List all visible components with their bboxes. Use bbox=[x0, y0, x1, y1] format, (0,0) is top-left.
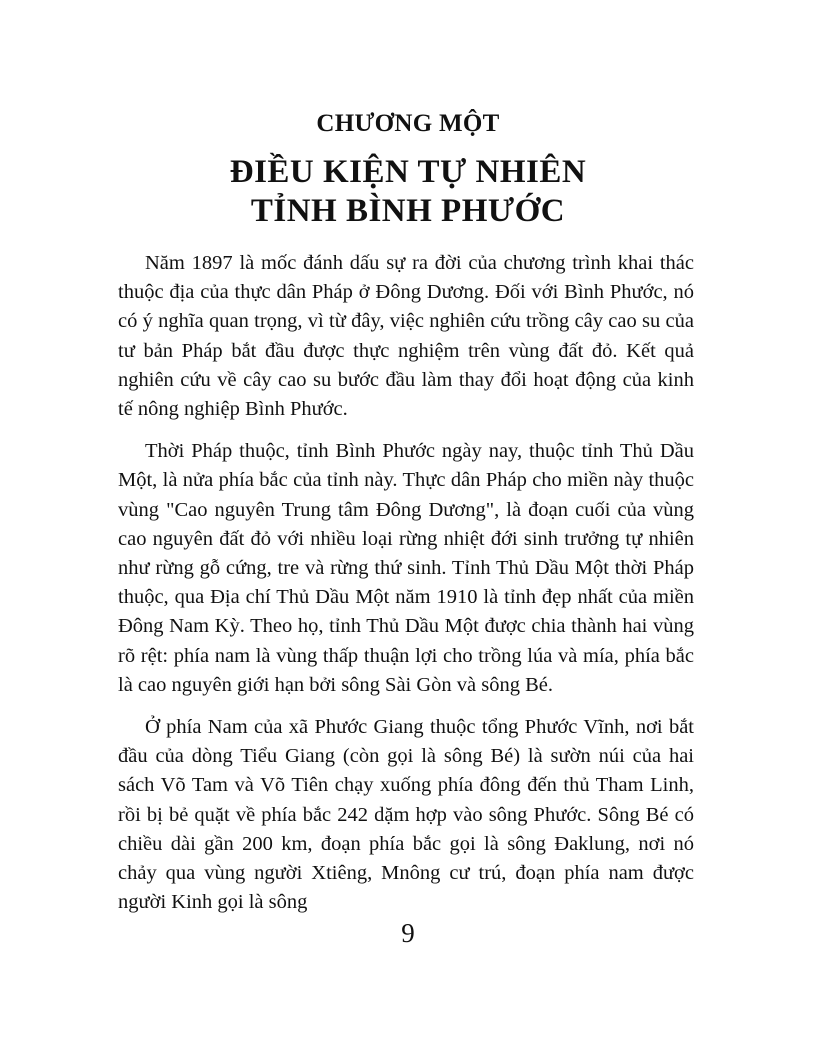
paragraph-2: Thời Pháp thuộc, tỉnh Bình Phước ngày nay, thuộc tỉnh Thủ Dầu Một, là nửa phía bắc của tỉnh này. Thực dân Pháp cho miền này thuộc vùng "Cao nguyên Trung tâm Đông Dương", là đoạn cuối của vùng cao nguyên đất đỏ với nhiều loại rừng nhiệt đới sinh trưởng tự nhiên như rừng gỗ cứng, tre và rừng thứ sinh. Tỉnh Thủ Dầu Một thời Pháp thuộc, qua Địa chí Thủ Dầu Một năm 1910 là tỉnh đẹp nhất của miền Đông Nam Kỳ. Theo họ, tỉnh Thủ Dầu Một được chia thành hai vùng rõ rệt: phía nam là vùng thấp thuận lợi cho trồng lúa và mía, phía bắc là cao nguyên giới hạn bởi sông Sài Gòn và sông Bé. bbox=[118, 440, 694, 696]
page-number: 9 bbox=[401, 918, 415, 948]
body-text bbox=[118, 249, 694, 930]
chapter-title-line-1: ĐIỀU KIỆN TỰ NHIÊN bbox=[229, 154, 587, 190]
paragraph-1: Năm 1897 là mốc đánh dấu sự ra đời của chương trình khai thác thuộc địa của thực dân Pháp ở Đông Dương. Đối với Bình Phước, nó có ý nghĩa quan trọng, vì từ đây, việc nghiên cứu trồng cây cao su của tư bản Pháp bắt đầu được thực nghiệm trên vùng đất đỏ. Kết quả nghiên cứu về cây cao su bước đầu làm thay đổi hoạt động của kinh tế nông nghiệp Bình Phước. bbox=[118, 252, 694, 421]
chapter-title-line-2: TỈNH BÌNH PHƯỚC bbox=[250, 193, 566, 229]
chapter-label: CHƯƠNG MỘT bbox=[316, 110, 500, 137]
chapter-title bbox=[0, 153, 816, 231]
paragraph-3: Ở phía Nam của xã Phước Giang thuộc tổng Phước Vĩnh, nơi bắt đầu của dòng Tiểu Giang (còn gọi là sông Bé) là sườn núi của hai sách Võ Tam và Võ Tiên chạy xuống phía đông đến thủ Tham Linh, rồi bị bẻ quặt về phía bắc 242 dặm hợp vào sông Phước. Sông Bé có chiều dài gần 200 km, đoạn phía bắc gọi là sông Đaklung, nơi nó chảy qua vùng người Xtiêng, Mnông cư trú, đoạn phía nam được người Kinh gọi là sông bbox=[118, 716, 694, 914]
